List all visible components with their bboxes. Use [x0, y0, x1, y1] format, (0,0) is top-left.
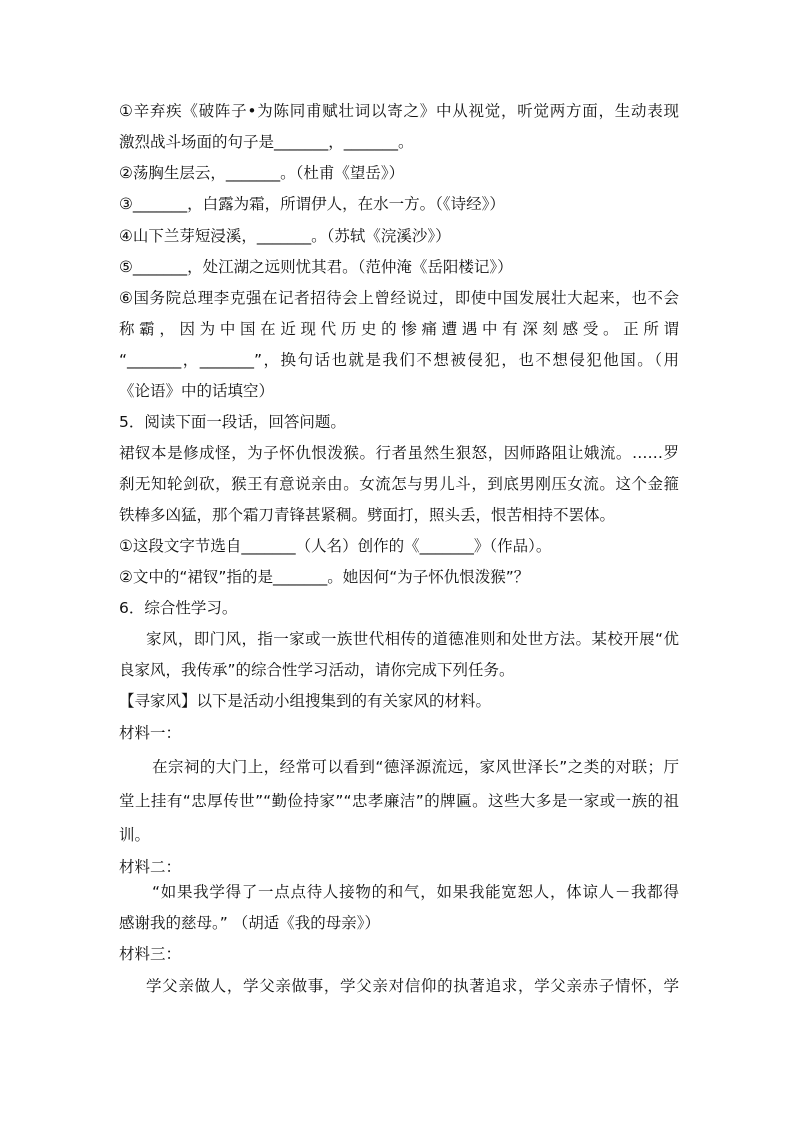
question-4-item-3: ③_______，白露为霜，所谓伊人，在水一方。（《诗经》）: [119, 195, 505, 213]
question-5-passage-line-2: 刹无知轮剑砍，猴王有意说亲由。女流怎与男儿斗，到底男刚压女流。这个金箍: [119, 475, 679, 493]
question-6-intro-line-1: 家风，即门风，指一家或一族世代相传的道德准则和处世方法。某校开展“优: [146, 630, 679, 648]
question-4-item-4: ④山下兰芽短浸溪，_______。（苏轼《浣溪沙》）: [119, 227, 451, 245]
question-4-item-6-cont1: 称霸，因为中国在近现代历史的惨痛遭遇中有深刻感受。正所谓: [119, 320, 679, 338]
task-find-family-style: 【寻家风】以下是活动小组搜集到的有关家风的材料。: [119, 692, 492, 710]
material-3-label: 材料三：: [119, 945, 182, 963]
question-5-passage-line-3: 铁棒多凶猛，那个霜刀青锋甚紧稠。劈面打，照头丢，恨苦相持不罢体。: [119, 506, 616, 524]
question-6-heading: 6．综合性学习。: [119, 599, 238, 617]
material-3-line-1: 学父亲做人，学父亲做事，学父亲对信仰的执著追求，学父亲赤子情怀，学: [146, 977, 679, 995]
question-5-item-1: ①这段文字节选自_______（人名）创作的《_______》（作品）。: [119, 537, 552, 555]
material-1-line-3: 训。: [119, 826, 151, 844]
material-2-line-2: 感谢我的慈母。” （胡适《我的母亲》）: [119, 914, 380, 932]
question-4-item-6-cont3: 《论语》中的话填空）: [119, 382, 275, 400]
question-4-item-5: ⑤_______，处江湖之远则忧其君。（范仲淹《岳阳楼记》）: [119, 258, 513, 276]
question-4-item-1-cont: 激烈战斗场面的句子是_______，_______。: [119, 133, 414, 151]
question-4-item-1: ①辛弃疾《破阵子•为陈同甫赋壮词以寄之》中从视觉，听觉两方面，生动表现: [119, 102, 679, 120]
question-4-item-2: ②荡胸生层云，_______。（杜甫《望岳》）: [119, 164, 405, 182]
material-1-label: 材料一：: [119, 724, 182, 742]
material-2-line-1: “如果我学得了一点点待人接物的和气，如果我能宽恕人，体谅人－我都得: [152, 883, 679, 901]
question-6-intro-line-2: 良家风，我传承”的综合性学习活动，请你完成下列任务。: [119, 661, 515, 679]
question-5-item-2: ②文中的“裙钗”指的是_______。她因何“为子怀仇恨泼猴”？: [119, 568, 530, 586]
question-5-heading: 5．阅读下面一段话，回答问题。: [119, 413, 346, 431]
material-1-line-2: 堂上挂有“忠厚传世”“勤俭持家”“忠孝廉洁”的牌匾。这些大多是一家或一族的祖: [119, 792, 679, 810]
material-1-line-1: 在宗祠的大门上，经常可以看到“德泽源流远，家风世泽长”之类的对联；厅: [152, 758, 679, 776]
material-2-label: 材料二：: [119, 858, 182, 876]
question-4-item-6: ⑥国务院总理李克强在记者招待会上曾经说过，即使中国发展壮大起来，也不会: [119, 289, 679, 307]
question-4-item-6-cont2: “_______，_______”，换句话也就是我们不想被侵犯，也不想侵犯他国。（用: [119, 351, 679, 369]
question-5-passage-line-1: 裙钗本是修成怪，为子怀仇恨泼猴。行者虽然生狠怒，因师路阻让娥流。……罗: [119, 444, 679, 462]
